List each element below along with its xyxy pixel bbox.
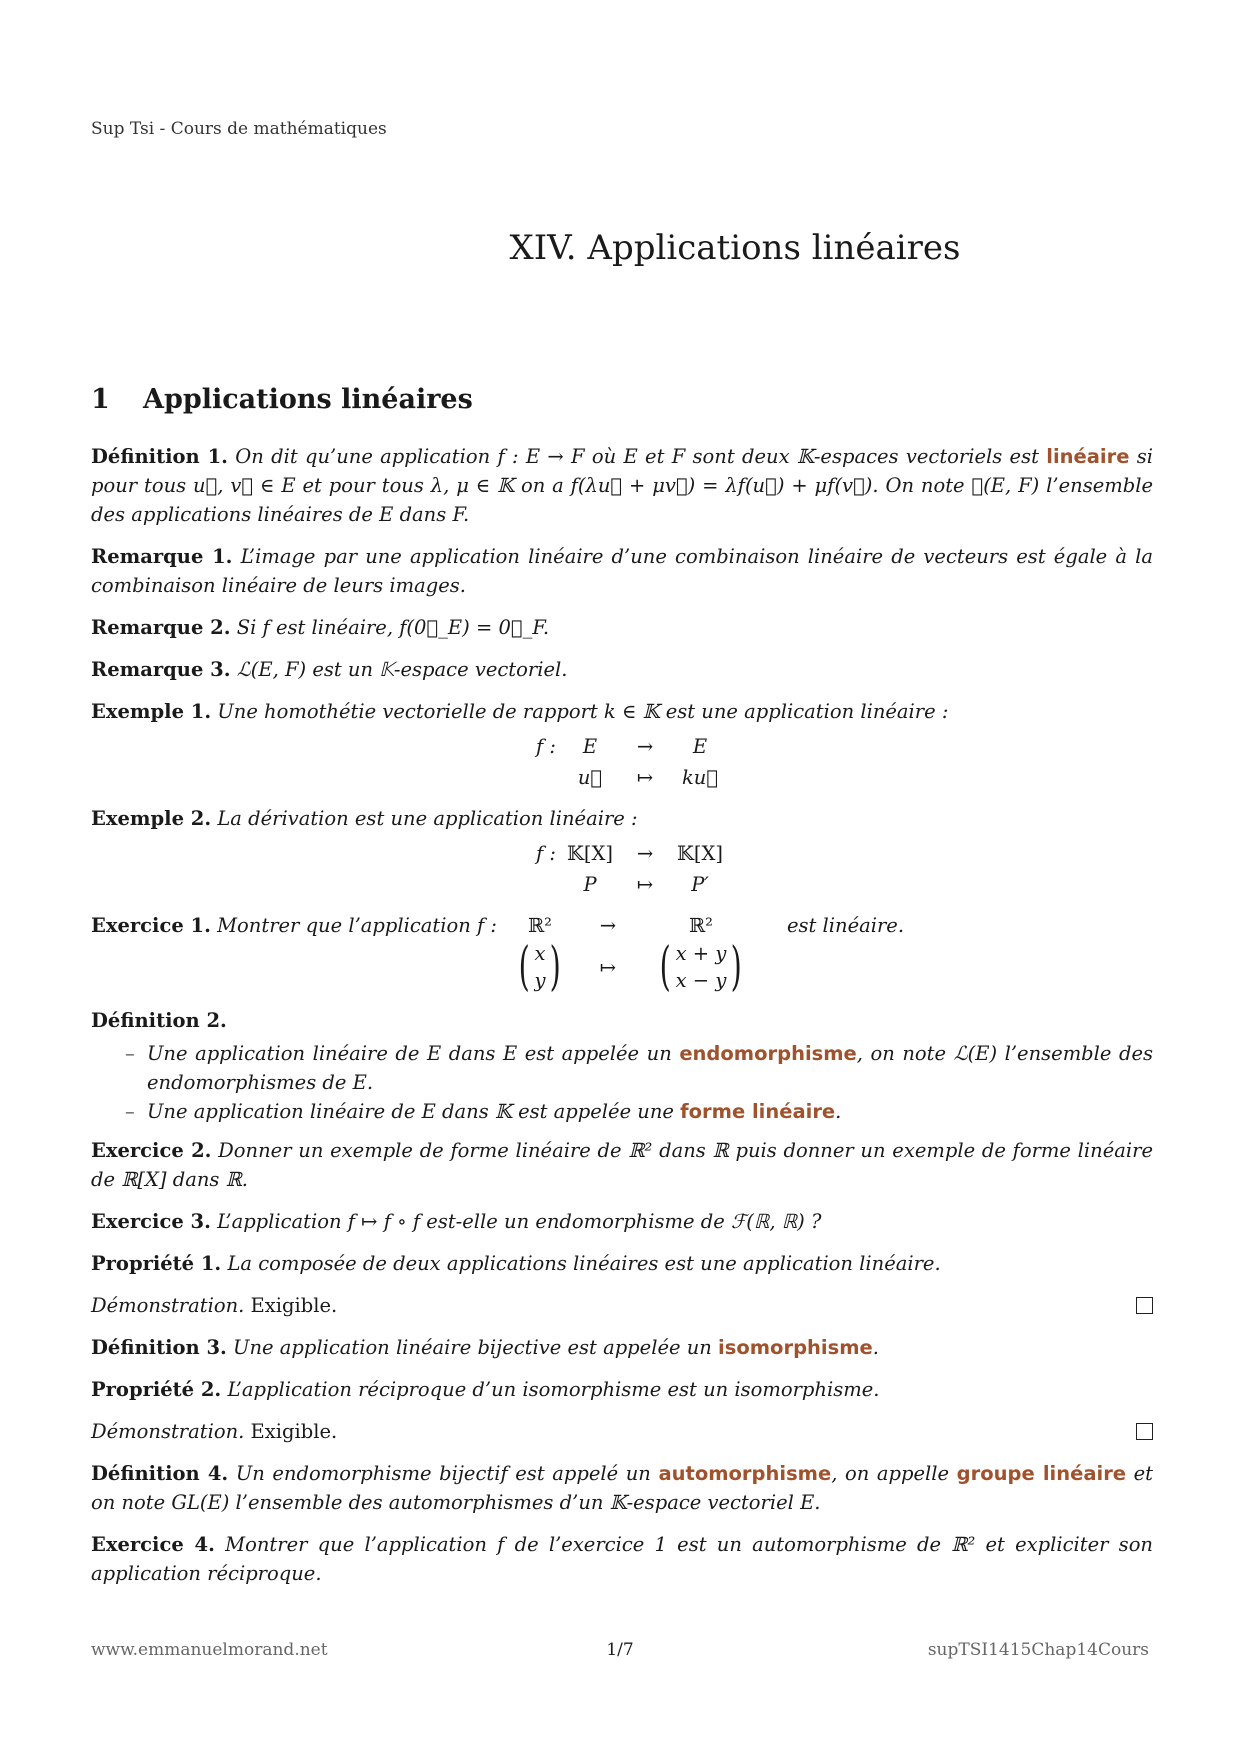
remark-2-label: Remarque 2. — [91, 616, 231, 639]
document-body — [91, 442, 1153, 1601]
exercise-1-label: Exercice 1. — [91, 914, 211, 937]
keyword-endomorphisme: endomorphisme — [679, 1042, 857, 1065]
keyword-lineaire: linéaire — [1046, 445, 1130, 468]
exercise-2-label: Exercice 2. — [91, 1139, 212, 1162]
map-source: u⃗ — [577, 766, 603, 789]
property-2 — [91, 1375, 1153, 1404]
image-vector: ( x + y x − y ) — [659, 937, 743, 997]
proof-2-text: Exigible. — [250, 1420, 338, 1443]
image-difference: x − y — [675, 969, 727, 992]
property-1-text: La composée de deux applications linéaires est une application linéaire. — [227, 1252, 941, 1275]
section-title: Applications linéaires — [143, 384, 473, 415]
definition-1-label: Définition 1. — [91, 445, 228, 468]
proof-1-label: Démonstration. — [91, 1294, 245, 1317]
keyword-isomorphisme: isomorphisme — [718, 1336, 873, 1359]
list-item — [125, 1097, 1153, 1126]
definition-4-label: Définition 4. — [91, 1462, 229, 1485]
definition-3-label: Définition 3. — [91, 1336, 227, 1359]
example-1-label: Exemple 1. — [91, 700, 212, 723]
map-arrow: → — [636, 735, 654, 758]
keyword-groupe-lineaire: groupe linéaire — [956, 1462, 1127, 1485]
definition-4-text-a: Un endomorphisme bijectif est appelé un — [235, 1462, 651, 1485]
map-name: f : — [536, 842, 556, 865]
definition-4-text-b: , on appelle — [831, 1462, 950, 1485]
proof-2 — [91, 1417, 1153, 1446]
definition-4 — [91, 1459, 1153, 1517]
example-2 — [91, 804, 1153, 833]
map-codomain: 𝕂[X] — [676, 842, 724, 865]
property-1 — [91, 1249, 1153, 1278]
item-text: , on note ℒ(E) l’ensemble des endomorphismes de E. — [147, 1042, 1154, 1094]
item-text: Une application linéaire de E dans E est appelée un — [147, 1042, 672, 1065]
property-2-label: Propriété 2. — [91, 1378, 222, 1401]
map-arrow: → — [599, 914, 617, 937]
definition-2 — [91, 1006, 1153, 1035]
proof-2-label: Démonstration. — [91, 1420, 245, 1443]
exercise-1-tail: est linéaire. — [786, 914, 905, 937]
map-image: ku⃗ — [681, 766, 719, 789]
definition-4-text-c: et on note GL(E) l’ensemble des automorphismes d’un 𝕂-espace vectoriel E. — [91, 1462, 1154, 1514]
exercise-3-label: Exercice 3. — [91, 1210, 211, 1233]
remark-1-text: L’image par une application linéaire d’une combinaison linéaire de vecteurs est égale à la combinaison linéaire de leurs images. — [91, 545, 1153, 597]
map-source: P — [583, 873, 597, 896]
qed-square-icon — [1136, 1297, 1153, 1314]
example-1-text: Une homothétie vectorielle de rapport k ∈ 𝕂 est une application linéaire : — [217, 700, 949, 723]
property-2-text: L’application réciproque d’un isomorphisme est un isomorphisme. — [227, 1378, 880, 1401]
map-arrow: → — [636, 842, 654, 865]
keyword-forme-lineaire: forme linéaire — [680, 1100, 836, 1123]
definition-3-text-b: . — [872, 1336, 879, 1359]
map-domain: 𝕂[X] — [566, 842, 614, 865]
example-2-text: La dérivation est une application linéaire : — [217, 807, 638, 830]
section-heading — [91, 384, 473, 415]
section-number: 1 — [91, 384, 110, 415]
definition-2-label: Définition 2. — [91, 1009, 227, 1032]
property-1-label: Propriété 1. — [91, 1252, 222, 1275]
exercise-1-text: Montrer que l’application f : — [217, 914, 497, 937]
remark-1 — [91, 542, 1153, 600]
exercise-4-label: Exercice 4. — [91, 1533, 215, 1556]
exercise-3-text: L’application f ↦ f ∘ f est-elle un endomorphisme de ℱ(ℝ, ℝ) ? — [217, 1210, 822, 1233]
map-image: P′ — [691, 873, 709, 896]
list-item — [125, 1039, 1153, 1097]
remark-3-text: ℒ(E, F) est un 𝕂-espace vectoriel. — [236, 658, 568, 681]
map-mapsto: ↦ — [636, 766, 654, 789]
footer-document-id: supTSI1415Chap14Cours — [927, 1640, 1149, 1660]
proof-1-text: Exigible. — [250, 1294, 338, 1317]
exercise-4 — [91, 1530, 1153, 1588]
exercise-2 — [91, 1136, 1153, 1194]
example-1-map — [91, 732, 1153, 792]
exercise-1-map — [505, 911, 761, 997]
remark-1-label: Remarque 1. — [91, 545, 233, 568]
definition-3 — [91, 1333, 1153, 1362]
image-sum: x + y — [675, 942, 727, 965]
definition-1-text-b: si pour tous u⃗, v⃗ ∈ E et pour tous λ, μ ∈ 𝕂 on a f(λu⃗ + μv⃗) = λf(u⃗) + μf(v⃗). On note ℒ(E, F) l’ensemble des applications linéaires de E dans F. — [91, 445, 1153, 526]
exercise-2-text: Donner un exemple de forme linéaire de ℝ² dans ℝ puis donner un exemple de forme linéaire de ℝ[X] dans ℝ. — [91, 1139, 1153, 1191]
definition-1-text-a: On dit qu’une application f : E → F où E et F sont deux 𝕂-espaces vectoriels est — [235, 445, 1039, 468]
item-text: . — [835, 1100, 842, 1123]
map-mapsto: ↦ — [636, 873, 654, 896]
definition-3-text-a: Une application linéaire bijective est appelée un — [233, 1336, 712, 1359]
source-vector: ( x y ) — [518, 937, 562, 997]
remark-3 — [91, 655, 1153, 684]
running-header: Sup Tsi - Cours de mathématiques — [91, 119, 387, 139]
qed-square-icon — [1136, 1423, 1153, 1440]
source-x: x — [534, 942, 546, 965]
page-footer — [91, 1640, 1149, 1660]
example-2-label: Exemple 2. — [91, 807, 212, 830]
keyword-automorphisme: automorphisme — [658, 1462, 832, 1485]
exercise-4-text: Montrer que l’application f de l’exercice 1 est un automorphisme de ℝ² et expliciter son application réciproque. — [91, 1533, 1153, 1585]
map-mapsto: ↦ — [599, 955, 617, 979]
map-codomain: ℝ² — [688, 914, 713, 937]
example-1 — [91, 697, 1153, 726]
item-text: Une application linéaire de E dans 𝕂 est appelée une — [147, 1100, 674, 1123]
footer-website: www.emmanuelmorand.net — [91, 1640, 328, 1660]
source-y: y — [534, 969, 546, 992]
definition-1 — [91, 442, 1153, 529]
exercise-1 — [91, 911, 1153, 997]
remark-2-text: Si f est linéaire, f(0⃗_E) = 0⃗_F. — [236, 616, 550, 639]
exercise-3 — [91, 1207, 1153, 1236]
map-codomain: E — [692, 735, 708, 758]
map-name: f : — [536, 735, 556, 758]
map-domain: E — [582, 735, 598, 758]
definition-2-list — [91, 1039, 1153, 1126]
page-number: 1/7 — [606, 1640, 634, 1660]
document-title: XIV. Applications linéaires — [509, 228, 961, 268]
remark-3-label: Remarque 3. — [91, 658, 231, 681]
example-2-map — [91, 839, 1153, 899]
map-domain: ℝ² — [527, 914, 552, 937]
remark-2 — [91, 613, 1153, 642]
proof-1 — [91, 1291, 1153, 1320]
